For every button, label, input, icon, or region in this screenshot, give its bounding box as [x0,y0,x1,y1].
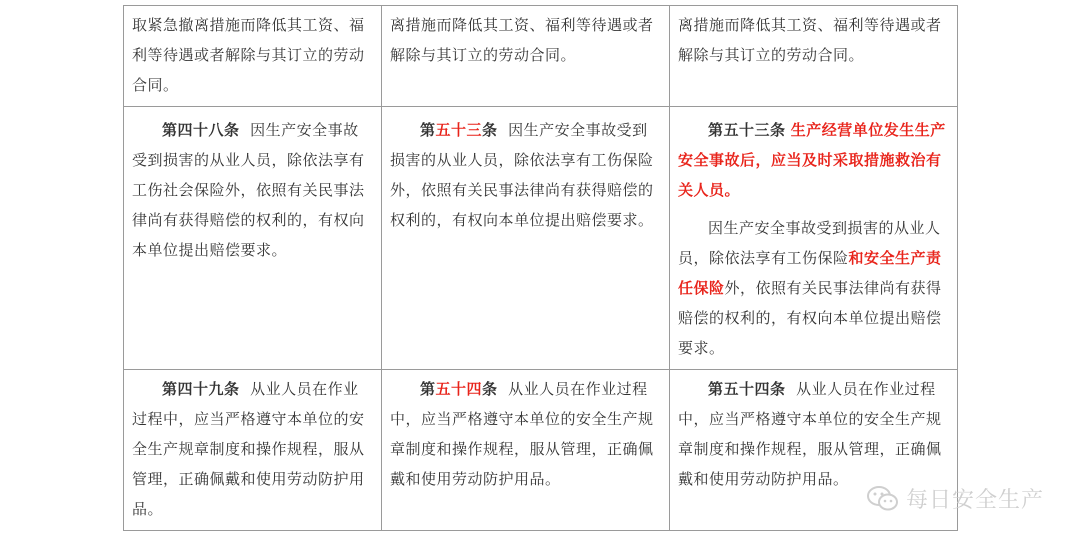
article-number-changed: 五十三 [435,121,483,139]
table-row [124,370,958,531]
cell-text: 离措施而降低其工资、福利等待遇或者解除与其订立的劳动合同。 [390,16,654,64]
article-text: 从业人员在作业过程中，应当严格遵守本单位的安全生产规章制度和操作规程，服从管理，正确佩戴和使用劳动防护用品。 [678,380,942,488]
cell-new-law [670,6,958,107]
article-prefix: 第 [420,380,436,398]
article-number: 第四十九条 [162,380,240,398]
wechat-icon [866,484,900,514]
article-number-changed: 五十四 [435,380,483,398]
article-prefix: 第 [420,121,436,139]
article-suffix: 条 [482,380,498,398]
cell-old-law [124,6,382,107]
cell-old-law [124,107,382,370]
table-row [124,6,958,107]
article-text: 因生产安全事故受到损害的从业人员，除依法享有工伤保险外，依照有关民事法律尚有获得赔偿的权利的，有权向本单位提出赔偿要求。 [390,121,654,229]
cell-new-law [670,107,958,370]
cell-text: 取紧急撤离措施而降低其工资、福利等待遇或者解除与其订立的劳动合同。 [132,16,365,94]
article-text: 外，依照有关民事法律尚有获得赔偿的权利的，有权向本单位提出赔偿要求。 [678,279,942,357]
watermark-text: 每日安全生产 [905,488,1044,513]
article-text: 因生产安全事故受到损害的从业人员，除依法享有工伤社会保险外，依照有关民事法律尚有获得赔偿的权利的，有权向本单位提出赔偿要求。 [132,121,365,259]
article-number: 第四十八条 [162,121,240,139]
added-text: 生产经营单位发生生产安全事故后，应当及时采取措施救治有关人员。 [678,121,946,199]
cell-draft [382,370,670,531]
table-row [124,107,958,370]
added-text: 和安全生产责任保险 [678,249,942,297]
cell-draft [382,107,670,370]
article-number: 第五十四条 [708,380,786,398]
article-suffix: 条 [482,121,498,139]
article-text: 因生产安全事故受到损害的从业人员，除依法享有工伤保险 [678,219,941,267]
article-text: 从业人员在作业过程中，应当严格遵守本单位的安全生产规章制度和操作规程，服从管理，正确佩戴和使用劳动防护用品。 [390,380,654,488]
law-comparison-table [123,5,958,531]
cell-draft [382,6,670,107]
article-text: 从业人员在作业过程中，应当严格遵守本单位的安全生产规章制度和操作规程，服从管理，正确佩戴和使用劳动防护用品。 [132,380,365,518]
cell-old-law [124,370,382,531]
cell-text: 离措施而降低其工资、福利等待遇或者解除与其订立的劳动合同。 [678,16,942,64]
article-number: 第五十三条 [708,121,786,139]
watermark [866,483,1044,514]
